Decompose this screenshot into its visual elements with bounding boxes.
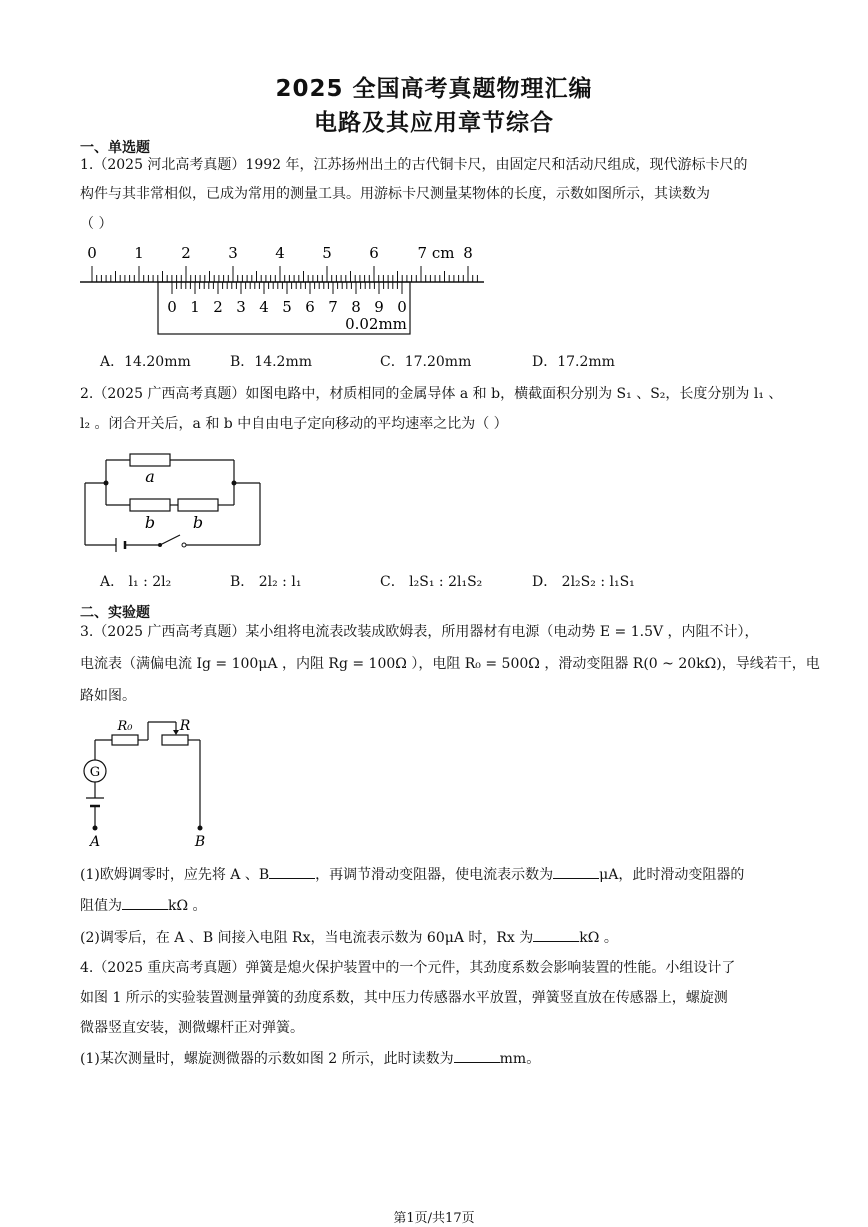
- vernier-scale-ticks: [172, 282, 402, 294]
- vernier-label-0: 0: [167, 298, 177, 316]
- vernier-caliper-figure: [76, 240, 496, 340]
- q4-blank-1[interactable]: [454, 1048, 500, 1063]
- junction-left: [104, 481, 109, 486]
- q3-sub2: (2)调零后，在 A 、B 间接入电阻 Rx，当电流表示数为 60μA 时，Rx 为 kΩ 。: [80, 927, 792, 948]
- main-label-5: 5: [322, 244, 332, 262]
- vernier-label-9: 9: [374, 298, 384, 316]
- vernier-label-2: 2: [213, 298, 223, 316]
- terminal-a-dot: [93, 826, 98, 831]
- slide-rheostat-r: [162, 735, 188, 745]
- vernier-precision-label: 0.02mm: [345, 315, 407, 333]
- resistor-r0: [112, 735, 138, 745]
- main-label-4: 4: [275, 244, 285, 262]
- q2-option-d[interactable]: D． 2l₂S₂ : l₁S₁: [532, 574, 635, 590]
- q1-text-line1: 1.（2025 河北高考真题）1992 年，江苏扬州出土的古代铜卡尺，由固定尺和活动尺组成，现代游标卡尺的: [80, 157, 748, 173]
- resistor-b1: [130, 499, 170, 511]
- vernier-label-5: 5: [282, 298, 292, 316]
- main-label-8: 8: [463, 244, 473, 262]
- label-r: R: [179, 718, 191, 734]
- q2-text-line1: 2.（2025 广西高考真题）如图电路中，材质相同的金属导体 a 和 b，横截面积分别为 S₁ 、S₂，长度分别为 l₁ 、: [80, 386, 783, 402]
- q1-option-b[interactable]: B．14.2mm: [230, 354, 313, 370]
- section-heading-single-choice: 一、单选题: [80, 140, 150, 156]
- q3-text-line1: 3.（2025 广西高考真题）某小组将电流表改装成欧姆表，所用器材有电源（电动势 E = 1.5V ，内阻不计），: [80, 624, 759, 640]
- q3-blank-1[interactable]: [269, 864, 315, 879]
- resistor-a: [130, 454, 170, 466]
- main-label-2: 2: [181, 244, 191, 262]
- q4-text-line3: 微器竖直安装，测微螺杆正对弹簧。: [80, 1020, 304, 1036]
- q3-blank-2[interactable]: [553, 864, 599, 879]
- q2-option-a[interactable]: A． l₁ : 2l₂: [100, 574, 172, 590]
- q2-text-line2: l₂ 。闭合开关后，a 和 b 中自由电子定向移动的平均速率之比为（ ）: [80, 416, 508, 432]
- vernier-label-10: 0: [397, 298, 407, 316]
- q1-text-line3: （ ）: [80, 216, 113, 232]
- main-scale-labels: [87, 244, 473, 262]
- rheostat-slider-arrow: [173, 730, 179, 735]
- q3-sub1-line1: (1)欧姆调零时，应先将 A 、B ，再调节滑动变阻器，使电流表示数为 μA，此时滑动变阻器的: [80, 864, 792, 885]
- switch-contact: [182, 543, 186, 547]
- main-label-7cm: 7 cm: [417, 244, 455, 262]
- galvanometer-label: G: [89, 765, 101, 780]
- q3-blank-4[interactable]: [533, 927, 579, 942]
- label-terminal-a: A: [89, 834, 101, 850]
- q1-text-line2: 构件与其非常相似，已成为常用的测量工具。用游标卡尺测量某物体的长度，示数如图所示，其读数为: [80, 186, 710, 202]
- q3-sub1-line2: 阻值为 kΩ 。: [80, 895, 792, 916]
- main-label-1: 1: [134, 244, 144, 262]
- q4-text-line1: 4.（2025 重庆高考真题）弹簧是熄火保护装置中的一个元件，其劲度系数会影响装置的性能。小组设计了: [80, 960, 736, 976]
- q2-circuit-figure: [80, 448, 270, 554]
- vernier-label-4: 4: [259, 298, 269, 316]
- junction-right: [232, 481, 237, 486]
- main-label-0: 0: [87, 244, 97, 262]
- vernier-label-7: 7: [328, 298, 338, 316]
- vernier-scale-labels: [167, 298, 407, 316]
- q2-option-c[interactable]: C． l₂S₁ : 2l₁S₂: [380, 574, 483, 590]
- main-label-6: 6: [369, 244, 379, 262]
- vernier-label-1: 1: [190, 298, 200, 316]
- q1-option-c[interactable]: C．17.20mm: [380, 354, 472, 370]
- q4-text-line2: 如图 1 所示的实验装置测量弹簧的劲度系数，其中压力传感器水平放置，弹簧竖直放在传感器上，螺旋测: [80, 990, 728, 1006]
- q1-option-d[interactable]: D．17.2mm: [532, 354, 615, 370]
- label-terminal-b: B: [194, 834, 206, 850]
- main-scale-ticks: [92, 266, 477, 282]
- resistor-b2: [178, 499, 218, 511]
- terminal-b-dot: [198, 826, 203, 831]
- vernier-label-6: 6: [305, 298, 315, 316]
- main-label-3: 3: [228, 244, 238, 262]
- label-b2: b: [192, 513, 204, 532]
- q2-option-b[interactable]: B． 2l₂ : l₁: [230, 574, 302, 590]
- q4-sub1: (1)某次测量时，螺旋测微器的示数如图 2 所示，此时读数为 mm。: [80, 1048, 792, 1069]
- page-title: 2025 全国高考真题物理汇编: [275, 76, 593, 102]
- label-r0: R₀: [117, 719, 133, 734]
- vernier-label-3: 3: [236, 298, 246, 316]
- section-heading-experiment: 二、实验题: [80, 605, 150, 621]
- label-a: a: [145, 467, 155, 486]
- label-b1: b: [144, 513, 156, 532]
- q3-text-line3: 路如图。: [80, 688, 136, 704]
- page-subtitle: 电路及其应用章节综合: [314, 110, 554, 136]
- q3-blank-3[interactable]: [122, 895, 168, 910]
- q1-option-a[interactable]: A．14.20mm: [100, 354, 191, 370]
- q3-text-line2: 电流表（满偏电流 Ig = 100μA ，内阻 Rg = 100Ω ），电阻 R₀ = 500Ω ，滑动变阻器 R(0 ~ 20kΩ)，导线若干，电: [80, 656, 820, 672]
- q3-circuit-figure: [78, 714, 218, 854]
- vernier-label-8: 8: [351, 298, 361, 316]
- switch-pivot: [158, 543, 162, 547]
- page-footer: 第1页/共17页: [393, 1211, 475, 1226]
